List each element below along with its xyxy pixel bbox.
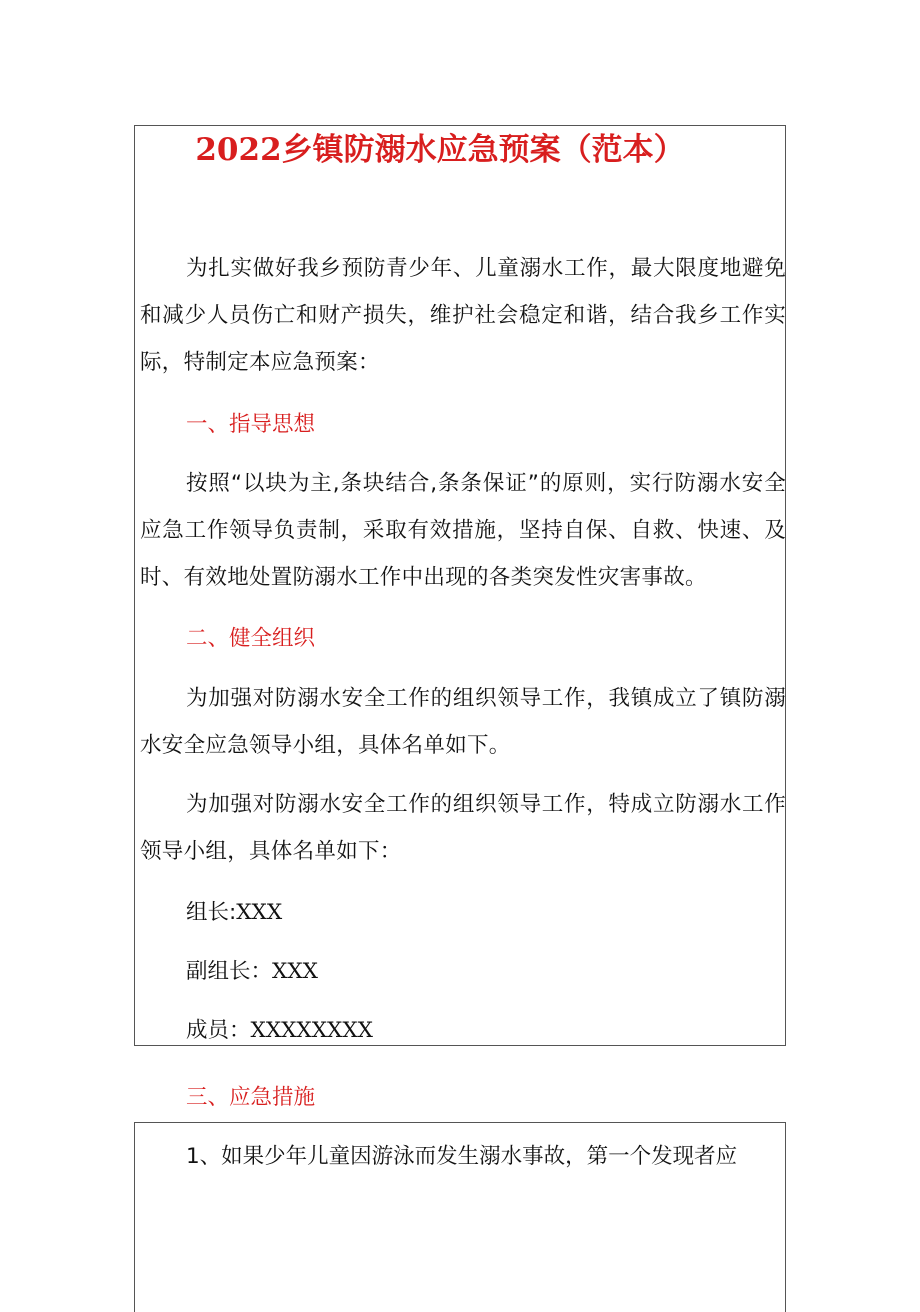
document-title: 2022乡镇防溺水应急预案（范本）	[195, 132, 685, 168]
intro-paragraph: 为扎实做好我乡预防青少年、儿童溺水工作，最大限度地避免和减少人员伤亡和财产损失，维护社会稳定和谐，结合我乡工作实际，特制定本应急预案：	[140, 256, 786, 375]
deputy-label: 副组长：	[186, 959, 273, 984]
section-1-body: 按照“以块为主,条块结合,条条保证”的原则，实行防溺水安全应急工作领导负责制，采取有效措施，坚持自保、自救、快速、及时、有效地处置防溺水工作中出现的各类突发性灾害事故。	[140, 471, 786, 590]
leader-label: 组长:	[186, 900, 237, 925]
section-3-item-1: 1、如果少年儿童因游泳而发生溺水事故，第一个发现者应	[186, 1144, 738, 1169]
members-label: 成员：	[186, 1018, 251, 1043]
members-value: XXXXXXXX	[250, 1018, 373, 1043]
section-1-heading: 一、指导思想	[186, 412, 316, 437]
section-3-heading: 三、应急措施	[186, 1085, 316, 1110]
section-2-paragraph-1: 为加强对防溺水安全工作的组织领导工作，我镇成立了镇防溺水安全应急领导小组，具体名单如下。	[140, 686, 786, 758]
members-line	[186, 1007, 373, 1054]
section-2-heading: 二、健全组织	[186, 626, 316, 651]
deputy-leader-line	[186, 948, 318, 995]
section-2-paragraph-2: 为加强对防溺水安全工作的组织领导工作，特成立防溺水工作领导小组，具体名单如下：	[140, 792, 786, 864]
leader-value: XXX	[236, 900, 283, 925]
leader-line	[186, 889, 282, 936]
deputy-value: XXX	[272, 959, 318, 984]
